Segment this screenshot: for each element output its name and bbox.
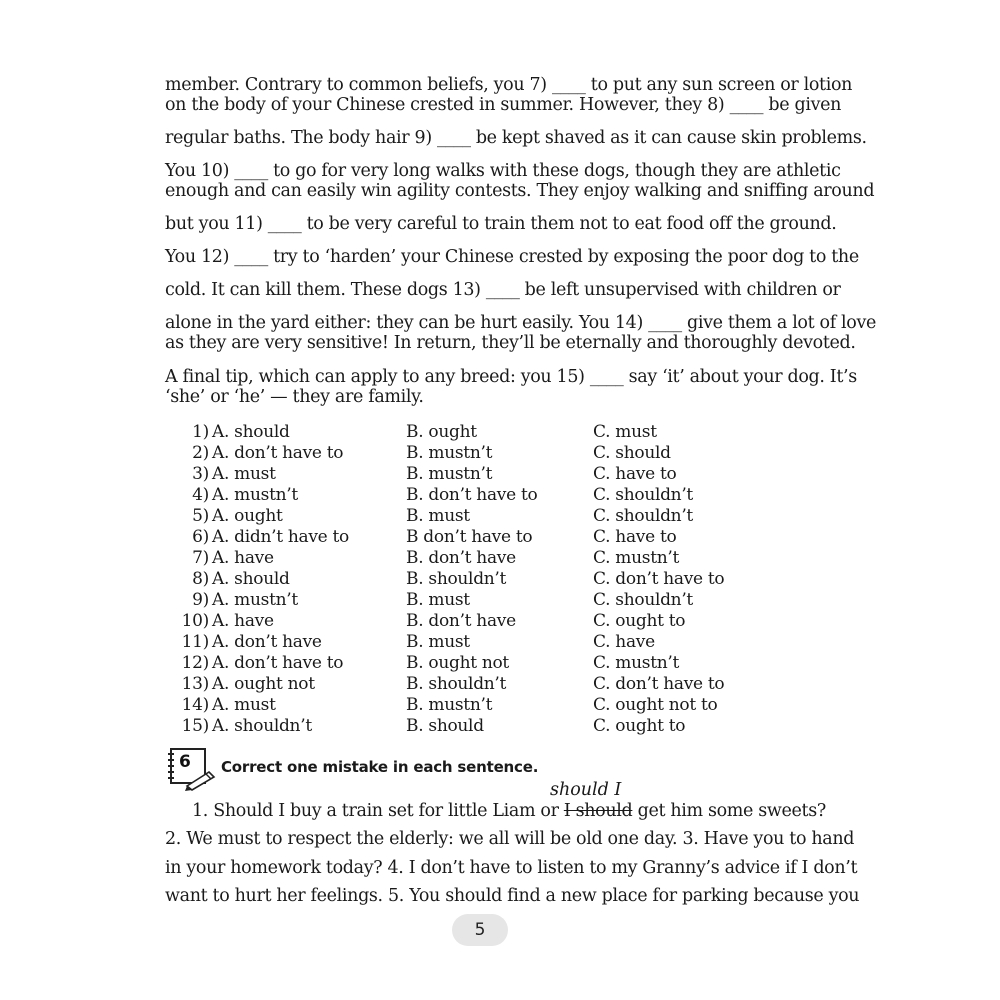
- passage-line: A final tip, which can apply to any breed: you 15) ____ say ‘it’ about your dog. It’s: [165, 367, 857, 387]
- option-a: A. don’t have: [212, 632, 322, 652]
- task-sentence-line: 2. We must to respect the elderly: we all will be old one day. 3. Have you to hand: [165, 829, 855, 849]
- option-b: B. should: [406, 716, 484, 736]
- passage-line: ‘she’ or ‘he’ — they are family.: [165, 387, 424, 407]
- option-a: A. should: [212, 569, 290, 589]
- task-sentence-line: [165, 801, 826, 821]
- option-number: 9): [192, 590, 209, 610]
- option-b: B. must: [406, 506, 470, 526]
- option-b: B. ought: [406, 422, 477, 442]
- option-b: B. must: [406, 632, 470, 652]
- option-b: B. shouldn’t: [406, 674, 507, 694]
- option-number: 4): [192, 485, 209, 505]
- option-number: 14): [181, 695, 209, 715]
- option-b: B. mustn’t: [406, 443, 493, 463]
- option-a: A. mustn’t: [212, 485, 298, 505]
- option-number: 7): [192, 548, 209, 568]
- option-a: A. must: [212, 464, 276, 484]
- option-number: 1): [192, 422, 209, 442]
- option-c: C. ought to: [593, 716, 686, 736]
- option-b: B. mustn’t: [406, 695, 493, 715]
- option-number: 3): [192, 464, 209, 484]
- passage-line: You 10) ____ to go for very long walks with these dogs, though they are athletic: [165, 161, 841, 181]
- passage-line: but you 11) ____ to be very careful to train them not to eat food off the ground.: [165, 214, 837, 234]
- passage-line: regular baths. The body hair 9) ____ be kept shaved as it can cause skin problems.: [165, 128, 867, 148]
- option-number: 8): [192, 569, 209, 589]
- option-a: A. ought not: [212, 674, 315, 694]
- option-number: 13): [181, 674, 209, 694]
- option-c: C. ought to: [593, 611, 686, 631]
- option-c: C. shouldn’t: [593, 506, 693, 526]
- task-sentence-line: want to hurt her feelings. 5. You should find a new place for parking because you: [165, 886, 860, 906]
- option-c: C. ought not to: [593, 695, 718, 715]
- option-c: C. have: [593, 632, 655, 652]
- task-sentence-line: in your homework today? 4. I don’t have to listen to my Granny’s advice if I don’t: [165, 858, 858, 878]
- passage-line: cold. It can kill them. These dogs 13) ____ be left unsupervised with children or: [165, 280, 841, 300]
- option-b: B don’t have to: [406, 527, 533, 547]
- option-b: B. don’t have: [406, 548, 516, 568]
- option-number: 11): [181, 632, 209, 652]
- option-b: B. don’t have: [406, 611, 516, 631]
- notebook-pencil-icon: [165, 746, 217, 792]
- option-a: A. have: [212, 611, 274, 631]
- passage-line: enough and can easily win agility contests. They enjoy walking and sniffing around: [165, 181, 875, 201]
- option-c: C. don’t have to: [593, 569, 725, 589]
- option-a: A. shouldn’t: [212, 716, 312, 736]
- option-c: C. must: [593, 422, 657, 442]
- task-number: 6: [179, 752, 191, 772]
- option-b: B. mustn’t: [406, 464, 493, 484]
- correction-annotation: should I: [550, 780, 622, 800]
- option-c: C. mustn’t: [593, 548, 680, 568]
- sentence-text: get him some sweets?: [632, 801, 826, 821]
- option-c: C. mustn’t: [593, 653, 680, 673]
- option-b: B. must: [406, 590, 470, 610]
- option-number: 5): [192, 506, 209, 526]
- option-number: 2): [192, 443, 209, 463]
- task-instruction: Correct one mistake in each sentence.: [221, 758, 539, 776]
- option-a: A. must: [212, 695, 276, 715]
- option-c: C. have to: [593, 527, 677, 547]
- option-a: A. didn’t have to: [212, 527, 349, 547]
- option-c: C. don’t have to: [593, 674, 725, 694]
- option-a: A. ought: [212, 506, 283, 526]
- passage-line: as they are very sensitive! In return, they’ll be eternally and thoroughly devoted.: [165, 333, 856, 353]
- option-b: B. shouldn’t: [406, 569, 507, 589]
- option-b: B. ought not: [406, 653, 509, 673]
- option-c: C. shouldn’t: [593, 590, 693, 610]
- option-a: A. should: [212, 422, 290, 442]
- option-b: B. don’t have to: [406, 485, 538, 505]
- passage-line: alone in the yard either: they can be hurt easily. You 14) ____ give them a lot of love: [165, 313, 877, 333]
- option-number: 15): [181, 716, 209, 736]
- option-c: C. have to: [593, 464, 677, 484]
- option-a: A. mustn’t: [212, 590, 298, 610]
- option-number: 6): [192, 527, 209, 547]
- struck-text: I should: [563, 801, 633, 821]
- passage-line: member. Contrary to common beliefs, you 7) ____ to put any sun screen or lotion: [165, 75, 853, 95]
- passage-line: You 12) ____ try to ‘harden’ your Chinese crested by exposing the poor dog to the: [165, 247, 859, 267]
- option-number: 10): [181, 611, 209, 631]
- page-number: 5: [452, 914, 508, 946]
- sentence-text: 1. Should I buy a train set for little Liam or: [192, 801, 564, 821]
- option-a: A. don’t have to: [212, 443, 344, 463]
- option-number: 12): [181, 653, 209, 673]
- option-c: C. should: [593, 443, 671, 463]
- option-c: C. shouldn’t: [593, 485, 693, 505]
- option-a: A. have: [212, 548, 274, 568]
- passage-line: on the body of your Chinese crested in summer. However, they 8) ____ be given: [165, 95, 842, 115]
- option-a: A. don’t have to: [212, 653, 344, 673]
